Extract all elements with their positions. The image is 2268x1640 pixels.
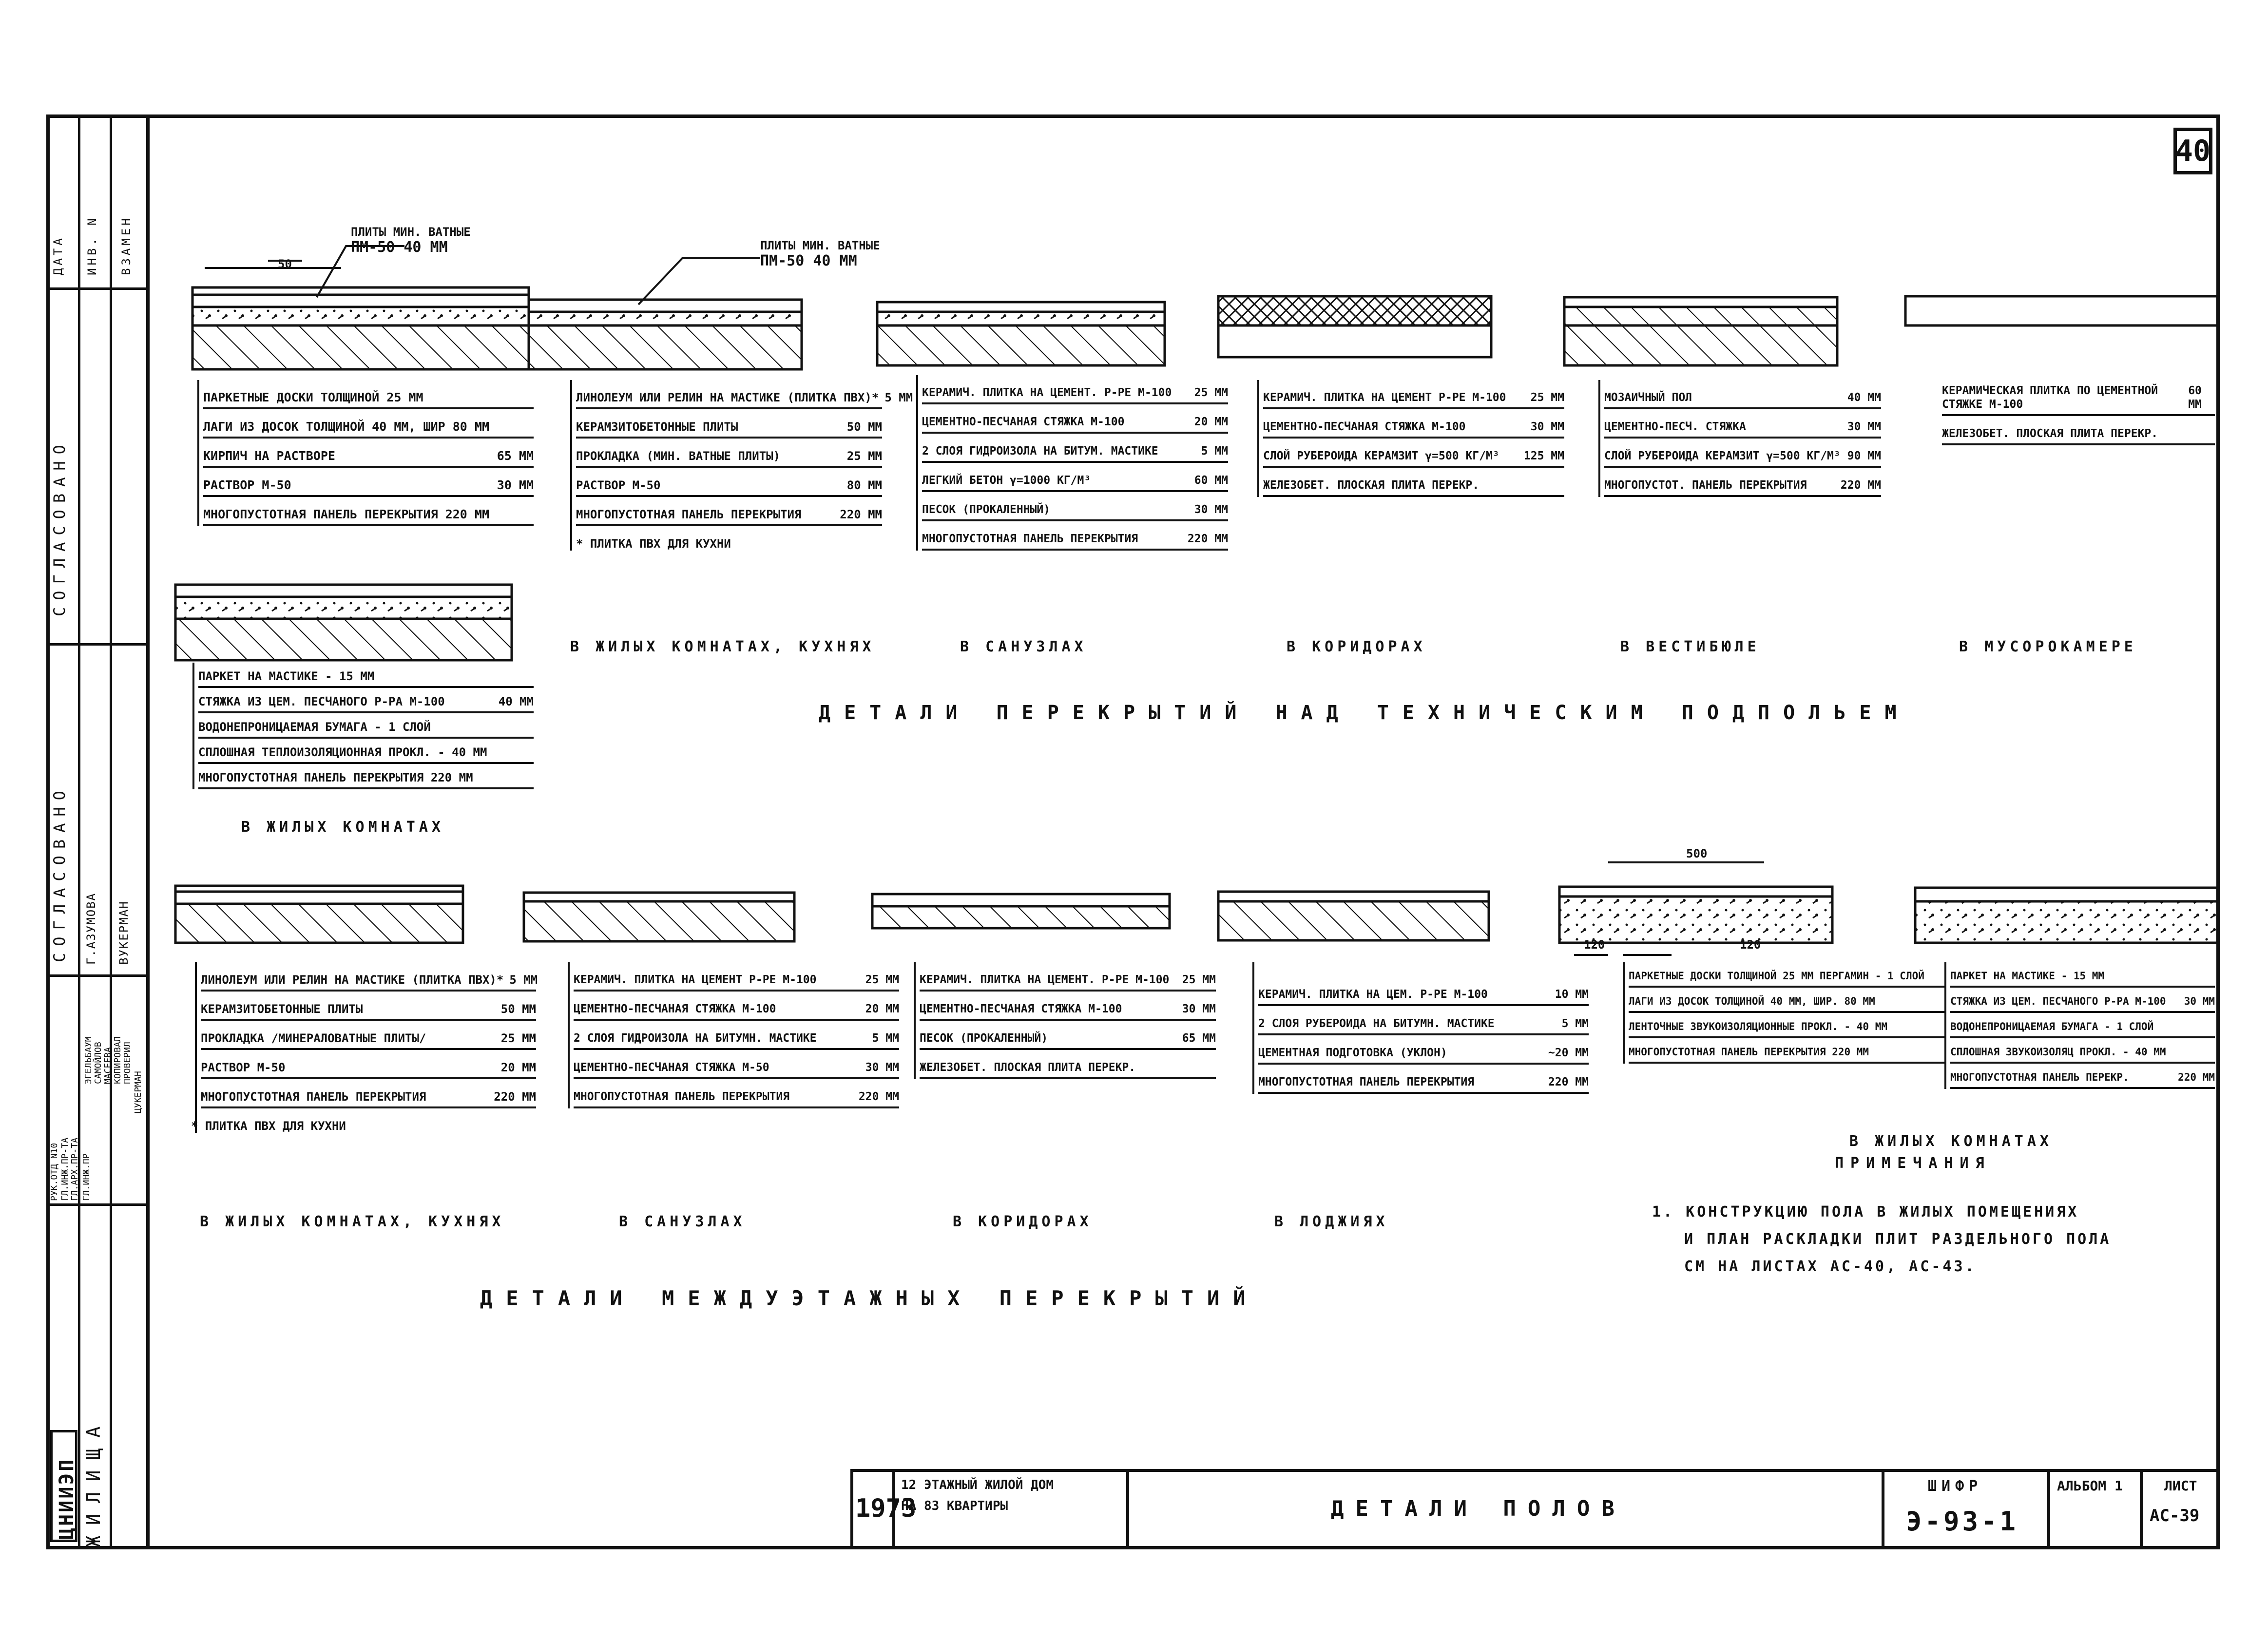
upper-label-2-sub: ПМ-50 40 ММ	[760, 252, 857, 269]
spec-row	[1258, 1006, 1589, 1035]
spec-row	[922, 434, 1228, 463]
sidebar-role-6: САМОЙЛОВ	[93, 1042, 103, 1084]
spec-row	[201, 1079, 536, 1108]
spec-text: 2 СЛОЯ ГИДРОИЗОЛА НА БИТУМН. МАСТИКЕ	[574, 1032, 817, 1045]
spec-text: МНОГОПУСТОТНАЯ ПАНЕЛЬ ПЕРЕКРЫТИЯ 220 ММ	[198, 771, 473, 784]
tb-divider-5	[2140, 1472, 2143, 1546]
spec-text: ЖЕЛЕЗОБЕТ. ПЛОСКАЯ ПЛИТА ПЕРЕКР.	[920, 1061, 1136, 1074]
spec-text: МНОГОПУСТОТНАЯ ПАНЕЛЬ ПЕРЕКРЫТИЯ	[576, 508, 802, 521]
upper-label-2-text: ПЛИТЫ МИН. ВАТНЫЕ	[760, 239, 880, 252]
spec-value: 25 ММ	[500, 1031, 536, 1045]
spec-text: ЖЕЛЕЗОБЕТ. ПЛОСКАЯ ПЛИТА ПЕРЕКР.	[1263, 479, 1480, 492]
spec-value: 25 ММ	[1194, 386, 1228, 399]
spec-value: 30 ММ	[2184, 995, 2215, 1007]
spec-row	[201, 992, 536, 1021]
spec-row	[203, 380, 534, 409]
spec-row	[1263, 468, 1564, 497]
lower-spec-4	[1252, 962, 1589, 1094]
spec-value: 5 ММ	[1201, 445, 1228, 458]
spec-value: 25 ММ	[1530, 391, 1564, 404]
spec-row	[1263, 380, 1564, 409]
upper-heading: ДЕТАЛИ ПЕРЕКРЫТИЙ НАД ТЕХНИЧЕСКИМ ПОДПОЛЬЕМ	[819, 702, 1910, 724]
spec-text: СЛОЙ РУБЕРОИДА КЕРАМЗИТ γ=500 КГ/М³	[1263, 450, 1499, 462]
tb-sheet-label: ЛИСТ	[2164, 1478, 2197, 1494]
spec-row	[201, 962, 536, 992]
spec-text: КИРПИЧ НА РАСТВОРЕ	[203, 449, 335, 463]
upper-section-2	[529, 300, 802, 369]
spec-text: ЛЕГКИЙ БЕТОН γ=1000 КГ/М³	[922, 474, 1091, 487]
spec-text: ВОДОНЕПРОНИЦАЕМАЯ БУМАГА - 1 СЛОЙ	[1950, 1021, 2154, 1032]
upper-spec-4	[1257, 380, 1564, 497]
upper-caption-6: В ЖИЛЫХ КОМНАТАХ	[241, 819, 444, 836]
spec-text: ЦЕМЕНТНО-ПЕСЧАНАЯ СТЯЖКА М-100	[1263, 420, 1466, 433]
spec-value: 5 ММ	[509, 973, 538, 987]
spec-text: КЕРАМЗИТОБЕТОННЫЕ ПЛИТЫ	[201, 1002, 363, 1016]
spec-text: КЕРАМИЧ. ПЛИТКА НА ЦЕМЕНТ Р-РЕ М-100	[574, 973, 817, 986]
spec-row	[1950, 1013, 2215, 1038]
tb-album: АЛЬБОМ 1	[2057, 1478, 2123, 1494]
lower-caption-1: В ЖИЛЫХ КОМНАТАХ, КУХНЯХ	[200, 1213, 505, 1230]
lower-dim-120b: 120	[1740, 938, 1761, 952]
spec-value: 220 ММ	[2178, 1071, 2215, 1083]
lower-spec-6	[1944, 962, 2215, 1089]
spec-value: 25 ММ	[865, 973, 899, 986]
lower-dim-120a: 120	[1584, 938, 1605, 952]
spec-row	[1950, 1038, 2215, 1064]
notes-line-1: 1. КОНСТРУКЦИЮ ПОЛА В ЖИЛЫХ ПОМЕЩЕНИЯХ	[1652, 1203, 2079, 1220]
spec-row	[1263, 409, 1564, 439]
spec-row	[574, 962, 899, 992]
spec-value: 30 ММ	[1194, 503, 1228, 516]
spec-row	[1604, 439, 1881, 468]
upper-caption-4: В ВЕСТИБЮЛЕ	[1620, 638, 1760, 655]
lower-caption-5: В ЖИЛЫХ КОМНАТАХ	[1849, 1133, 2053, 1150]
upper-caption-3: В КОРИДОРАХ	[1287, 638, 1426, 655]
lower-spec-1	[191, 962, 538, 1133]
spec-value: 65 ММ	[1182, 1032, 1216, 1045]
upper-spec-1	[197, 380, 534, 526]
spec-text: ПЕСОК (ПРОКАЛЕННЫЙ)	[920, 1032, 1048, 1045]
sidebar-role-7: МАСЕЕВА	[103, 1047, 113, 1084]
spec-row	[1629, 962, 1944, 988]
spec-value: 20 ММ	[1194, 416, 1228, 428]
spec-text: КЕРАМИЧ. ПЛИТКА НА ЦЕМЕНТ. Р-РЕ М-100	[922, 386, 1172, 399]
upper-label-1	[351, 225, 471, 256]
spec-row	[1950, 962, 2215, 988]
spec-row	[574, 1021, 899, 1050]
spec-value: 90 ММ	[1847, 450, 1881, 462]
spec-row	[1629, 988, 1944, 1013]
sidebar-role-2: ГЛ.ИНЖ.ПР-ТА	[60, 1137, 70, 1201]
spec-value: 220 ММ	[494, 1090, 536, 1104]
spec-text: СПЛОШНАЯ ЗВУКОИЗОЛЯЦ ПРОКЛ. - 40 ММ	[1950, 1046, 2166, 1058]
spec-row	[920, 1021, 1216, 1050]
spec-text: ЛИНОЛЕУМ ИЛИ РЕЛИН НА МАСТИКЕ (ПЛИТКА ПВХ)*	[576, 391, 879, 404]
spec-row	[1604, 409, 1881, 439]
spec-row	[920, 992, 1216, 1021]
spec-text: ЛАГИ ИЗ ДОСОК ТОЛЩИНОЙ 40 ММ, ШИР. 80 ММ	[1629, 995, 1875, 1007]
spec-value: 80 ММ	[846, 478, 882, 492]
spec-value: 125 ММ	[1523, 450, 1564, 462]
spec-row	[574, 992, 899, 1021]
spec-text: МНОГОПУСТОТНАЯ ПАНЕЛЬ ПЕРЕКРЫТИЯ	[1258, 1076, 1475, 1088]
tb-divider-4	[2047, 1472, 2050, 1546]
sidebar-header-date: ДАТА	[51, 235, 65, 275]
spec-text: ПАРКЕТНЫЕ ДОСКИ ТОЛЩИНОЙ 25 ММ	[203, 390, 423, 404]
sidebar-name-2: ВУКЕРМАН	[117, 900, 131, 965]
upper-spec-7	[192, 663, 534, 789]
upper-section-6	[1905, 296, 2217, 325]
upper-section-7	[175, 585, 512, 660]
spec-text: ЛИНОЛЕУМ ИЛИ РЕЛИН НА МАСТИКЕ (ПЛИТКА ПВХ)*	[201, 973, 504, 987]
spec-text: ПРОКЛАДКА /МИНЕРАЛОВАТНЫЕ ПЛИТЫ/	[201, 1031, 426, 1045]
upper-spec-6	[1942, 375, 2215, 445]
tb-divider-2	[1126, 1472, 1129, 1546]
spec-value: 20 ММ	[865, 1003, 899, 1015]
spec-row	[1942, 416, 2215, 445]
lower-dim-500: 500	[1686, 847, 1708, 860]
spec-text: КЕРАМИЧЕСКАЯ ПЛИТКА ПО ЦЕМЕНТНОЙ СТЯЖКЕ М-100	[1942, 384, 2158, 411]
lower-section-3	[872, 894, 1170, 928]
tb-code-value: Э-93-1	[1906, 1506, 2019, 1537]
spec-text: ПЕСОК (ПРОКАЛЕННЫЙ)	[922, 503, 1051, 516]
lower-spec-5	[1623, 962, 1944, 1064]
spec-value: 30 ММ	[1530, 420, 1564, 433]
spec-row	[1629, 1013, 1944, 1038]
spec-text: ЛЕНТОЧНЫЕ ЗВУКОИЗОЛЯЦИОННЫЕ ПРОКЛ. - 40 ММ	[1629, 1021, 1888, 1032]
lower-section-2	[524, 893, 794, 941]
spec-row	[576, 409, 882, 439]
lower-caption-2: В САНУЗЛАХ	[619, 1213, 746, 1230]
spec-text: МНОГОПУСТОТ. ПАНЕЛЬ ПЕРЕКРЫТИЯ	[1604, 479, 1807, 492]
spec-value: 30 ММ	[1847, 420, 1881, 433]
notes-line-2: И ПЛАН РАСКЛАДКИ ПЛИТ РАЗДЕЛЬНОГО ПОЛА	[1684, 1231, 2112, 1248]
upper-caption-1: В ЖИЛЫХ КОМНАТАХ, КУХНЯХ	[570, 638, 875, 655]
spec-value: 10 ММ	[1555, 988, 1589, 1001]
tb-code-label: ШИФР	[1928, 1478, 1983, 1495]
sidebar-approved: СОГЛАСОВАНО	[50, 784, 69, 962]
spec-text: ЛАГИ ИЗ ДОСОК ТОЛЩИНОЙ 40 ММ, ШИР 80 ММ	[203, 420, 489, 434]
spec-value: ~20 ММ	[1548, 1047, 1589, 1059]
sidebar-role-9: ПРОВЕРИЛ	[122, 1042, 133, 1084]
tb-year: 1973	[855, 1494, 917, 1523]
spec-row	[201, 1021, 536, 1050]
notes-line-3: СМ НА ЛИСТАХ АС-40, АС-43.	[1684, 1258, 1977, 1275]
upper-caption-5: В МУСОРОКАМЕРЕ	[1959, 638, 2137, 655]
spec-value: 60 ММ	[1194, 474, 1228, 487]
sidebar-role-3: ГЛ.АРХ.ПР-ТА	[70, 1137, 80, 1201]
spec-row	[922, 492, 1228, 521]
spec-value: 220 ММ	[840, 508, 882, 521]
spec-row	[198, 663, 534, 688]
notes-title: ПРИМЕЧАНИЯ	[1835, 1155, 1991, 1172]
spec-value: 40 ММ	[1847, 391, 1881, 404]
spec-text: РАСТВОР М-50	[201, 1061, 286, 1074]
spec-row	[576, 380, 913, 409]
sidebar-header-replace: ВЗАМЕН	[119, 215, 133, 275]
spec-row	[1950, 1064, 2215, 1089]
lower-section-5	[1559, 887, 1832, 943]
spec-value: 30 ММ	[1182, 1003, 1216, 1015]
upper-section-1	[192, 287, 529, 369]
tb-sheet-value: АС-39	[2150, 1506, 2200, 1526]
sidebar-role-5: ЭГЕЛЬБАУМ	[83, 1036, 94, 1084]
notes-body	[1652, 1199, 2111, 1280]
spec-text: 2 СЛОЯ РУБЕРОИДА НА БИТУМН. МАСТИКЕ	[1258, 1017, 1495, 1030]
spec-row	[203, 409, 534, 439]
lower-section-1	[175, 886, 463, 943]
spec-row	[198, 688, 534, 713]
sheet-number: 40	[2173, 128, 2212, 174]
spec-text: ЖЕЛЕЗОБЕТ. ПЛОСКАЯ ПЛИТА ПЕРЕКР.	[1942, 427, 2158, 440]
org-dept: ЖИЛИЩА	[83, 1415, 104, 1547]
spec-text: ПАРКЕТ НА МАСТИКЕ - 15 ММ	[198, 669, 375, 683]
spec-text: МНОГОПУСТОТНАЯ ПАНЕЛЬ ПЕРЕКРЫТИЯ 220 ММ	[1629, 1046, 1869, 1058]
spec-value: 5 ММ	[884, 391, 913, 404]
spec-value: 25 ММ	[1182, 973, 1216, 986]
spec-text: ЦЕМЕНТНО-ПЕСЧАНАЯ СТЯЖКА М-100	[574, 1003, 776, 1015]
upper-caption-2: В САНУЗЛАХ	[960, 638, 1087, 655]
sidebar-role-1: РУК.ОТД N10	[49, 1143, 59, 1201]
spec-row	[1263, 439, 1564, 468]
spec-value: 220 ММ	[1840, 479, 1881, 492]
spec-value: 25 ММ	[846, 449, 882, 463]
spec-text: КЕРАМИЧ. ПЛИТКА НА ЦЕМЕНТ. Р-РЕ М-100	[920, 973, 1170, 986]
spec-row	[920, 1050, 1216, 1079]
spec-text: КЕРАМИЧ. ПЛИТКА НА ЦЕМ. Р-РЕ М-100	[1258, 988, 1488, 1001]
lower-section-4	[1218, 892, 1489, 940]
spec-text: ЦЕМЕНТНО-ПЕСЧ. СТЯЖКА	[1604, 420, 1746, 433]
upper-section-4	[1218, 296, 1491, 357]
tb-title: ДЕТАЛИ ПОЛОВ	[1331, 1496, 1626, 1521]
lower-caption-4: В ЛОДЖИЯХ	[1274, 1213, 1389, 1230]
upper-spec-2	[570, 380, 913, 551]
spec-text: МНОГОПУСТОТНАЯ ПАНЕЛЬ ПЕРЕКР.	[1950, 1071, 2129, 1083]
sidebar-role-10: ЦУКЕРМАН	[133, 1071, 143, 1113]
upper-spec-3	[916, 375, 1228, 551]
spec-value: 20 ММ	[500, 1061, 536, 1074]
lower-section-6	[1915, 888, 2217, 943]
spec-text: СПЛОШНАЯ ТЕПЛОИЗОЛЯЦИОННАЯ ПРОКЛ. - 40 ММ	[198, 745, 487, 759]
spec-text: ЦЕМЕНТНО-ПЕСЧАНАЯ СТЯЖКА М-50	[574, 1061, 769, 1074]
spec-text: МНОГОПУСТОТНАЯ ПАНЕЛЬ ПЕРЕКРЫТИЯ	[574, 1090, 790, 1103]
upper-label-2	[760, 239, 880, 269]
spec-row	[201, 1050, 536, 1079]
spec-value: 220 ММ	[858, 1090, 899, 1103]
spec-text: РАСТВОР М-50	[576, 478, 661, 492]
spec-row	[1258, 1035, 1589, 1065]
spec-footnote: * ПЛИТКА ПВХ ДЛЯ КУХНИ	[576, 537, 731, 551]
spec-row	[574, 1050, 899, 1079]
spec-value: 220 ММ	[1187, 533, 1228, 545]
spec-row	[576, 497, 882, 526]
upper-label-1-text: ПЛИТЫ МИН. ВАТНЫЕ	[351, 225, 471, 239]
upper-section-5	[1564, 297, 1837, 365]
spec-text: ПАРКЕТ НА МАСТИКЕ - 15 ММ	[1950, 970, 2105, 982]
spec-value: 65 ММ	[497, 449, 534, 463]
spec-text: МНОГОПУСТОТНАЯ ПАНЕЛЬ ПЕРЕКРЫТИЯ	[201, 1090, 426, 1104]
spec-row	[198, 739, 534, 764]
lower-spec-3	[914, 962, 1216, 1079]
spec-value: 50 ММ	[846, 420, 882, 434]
spec-row	[198, 713, 534, 739]
spec-text: КЕРАМИЧ. ПЛИТКА НА ЦЕМЕНТ Р-РЕ М-100	[1263, 391, 1506, 404]
spec-row	[922, 521, 1228, 551]
spec-text: РАСТВОР М-50	[203, 478, 291, 492]
spec-value: 30 ММ	[497, 478, 534, 492]
spec-text: МОЗАИЧНЫЙ ПОЛ	[1604, 391, 1692, 404]
sidebar-header-inv: ИНВ. N	[85, 215, 99, 275]
spec-row	[1950, 988, 2215, 1013]
spec-row	[1604, 468, 1881, 497]
spec-row	[576, 468, 882, 497]
spec-row	[1942, 375, 2215, 416]
spec-row	[1629, 1038, 1944, 1064]
title-block	[850, 1469, 2220, 1549]
spec-value: 5 ММ	[1561, 1017, 1589, 1030]
spec-text: ПАРКЕТНЫЕ ДОСКИ ТОЛЩИНОЙ 25 ММ ПЕРГАМИН - 1 СЛОЙ	[1629, 970, 1924, 982]
sidebar-role-8: КОПИРОВАЛ	[113, 1036, 123, 1084]
spec-text: МНОГОПУСТОТНАЯ ПАНЕЛЬ ПЕРЕКРЫТИЯ	[922, 533, 1138, 545]
spec-value: 50 ММ	[500, 1002, 536, 1016]
spec-text: ВОДОНЕПРОНИЦАЕМАЯ БУМАГА - 1 СЛОЙ	[198, 720, 431, 734]
spec-row	[922, 375, 1228, 404]
spec-text: СТЯЖКА ИЗ ЦЕМ. ПЕСЧАНОГО Р-РА М-100	[198, 695, 445, 708]
spec-text: ЦЕМЕНТНО-ПЕСЧАНАЯ СТЯЖКА М-100	[922, 416, 1125, 428]
tb-project-line-1: 12 ЭТАЖНЫЙ ЖИЛОЙ ДОМ	[901, 1478, 1054, 1492]
org-logo-text: ЦНИИЭП	[56, 1457, 78, 1540]
spec-row	[203, 468, 534, 497]
lower-caption-3: В КОРИДОРАХ	[953, 1213, 1093, 1230]
sidebar-role-4: ГЛ.ИНЖ.ПР	[81, 1153, 92, 1201]
spec-row	[576, 439, 882, 468]
spec-value: 40 ММ	[498, 695, 534, 708]
spec-text: ЦЕМЕНТНАЯ ПОДГОТОВКА (УКЛОН)	[1258, 1047, 1447, 1059]
tb-divider-3	[1882, 1472, 1884, 1546]
spec-row	[1258, 1065, 1589, 1094]
spec-text: СЛОЙ РУБЕРОИДА КЕРАМЗИТ γ=500 КГ/М³	[1604, 450, 1841, 462]
upper-dim-50: 50	[278, 257, 292, 271]
spec-row	[922, 463, 1228, 492]
lower-spec-2	[568, 962, 899, 1108]
spec-text: КЕРАМЗИТОБЕТОННЫЕ ПЛИТЫ	[576, 420, 738, 434]
spec-row	[574, 1079, 899, 1108]
spec-text: 2 СЛОЯ ГИДРОИЗОЛА НА БИТУМ. МАСТИКЕ	[922, 445, 1158, 458]
spec-value: 60 ММ	[2188, 384, 2202, 411]
spec-row	[203, 439, 534, 468]
upper-spec-5	[1598, 380, 1881, 497]
lower-heading: ДЕТАЛИ МЕЖДУЭТАЖНЫХ ПЕРЕКРЫТИЙ	[480, 1286, 1259, 1310]
spec-row	[920, 962, 1216, 992]
sidebar-agreed: СОГЛАСОВАНО	[50, 438, 69, 616]
spec-value: 220 ММ	[1548, 1076, 1589, 1088]
spec-row	[1258, 962, 1589, 1006]
spec-row	[198, 764, 534, 789]
upper-section-3	[877, 302, 1165, 365]
tb-project-line-2: НА 83 КВАРТИРЫ	[901, 1499, 1008, 1513]
spec-text: ПРОКЛАДКА (МИН. ВАТНЫЕ ПЛИТЫ)	[576, 449, 781, 463]
spec-value: 30 ММ	[865, 1061, 899, 1074]
spec-row	[1604, 380, 1881, 409]
spec-row	[922, 404, 1228, 434]
upper-label-1-sub: ПМ-50 40 ММ	[351, 239, 448, 256]
sidebar-name-1: Г.АЗУМОВА	[84, 892, 98, 965]
spec-text: МНОГОПУСТОТНАЯ ПАНЕЛЬ ПЕРЕКРЫТИЯ 220 ММ	[203, 507, 489, 521]
spec-text: СТЯЖКА ИЗ ЦЕМ. ПЕСЧАНОГО Р-РА М-100	[1950, 995, 2166, 1007]
spec-footnote: * ПЛИТКА ПВХ ДЛЯ КУХНИ	[191, 1119, 346, 1133]
spec-text: ЦЕМЕНТНО-ПЕСЧАНАЯ СТЯЖКА М-100	[920, 1003, 1122, 1015]
spec-value: 5 ММ	[872, 1032, 899, 1045]
spec-row	[203, 497, 534, 526]
